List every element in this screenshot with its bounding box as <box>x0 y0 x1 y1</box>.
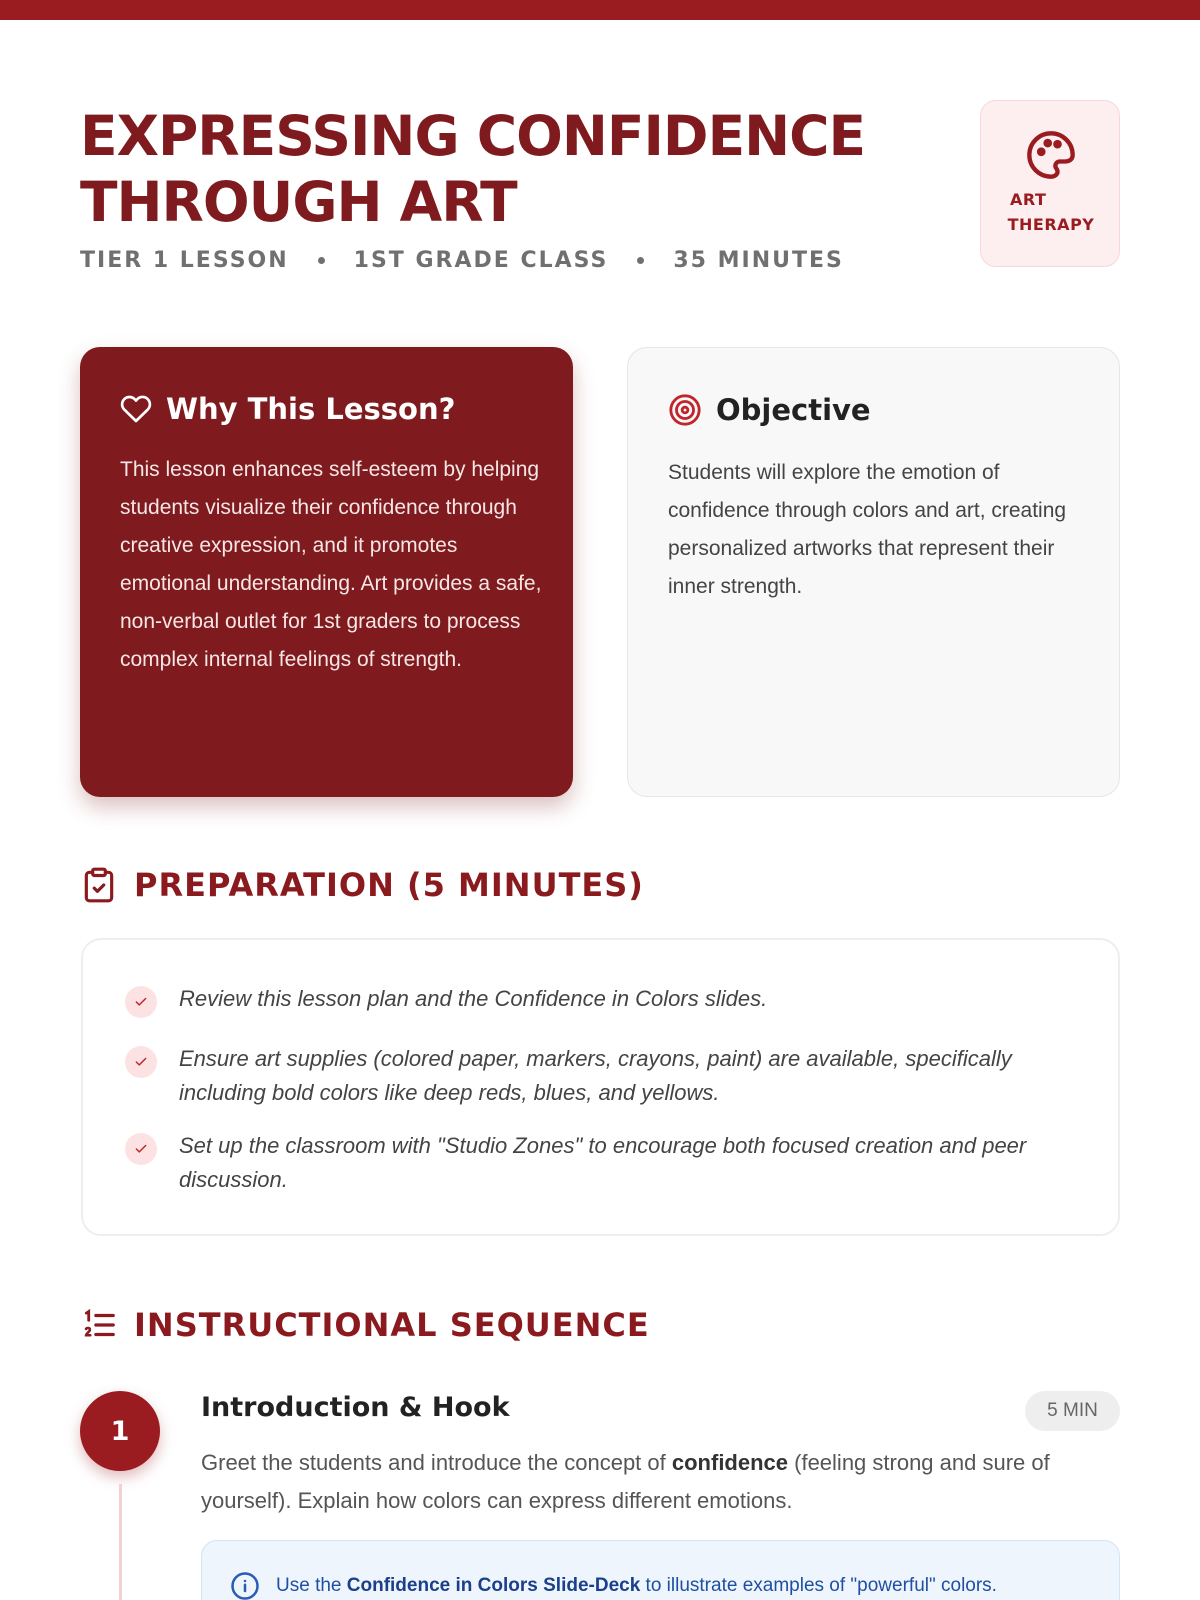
page-title <box>80 103 940 235</box>
preparation-title: PREPARATION (5 MINUTES) <box>134 866 644 904</box>
checklist-item <box>125 1129 1079 1197</box>
step-timeline-line <box>119 1484 122 1600</box>
step-description-text: (feeling strong and sure of yourself). Explain how colors can express different emotions. <box>201 1450 1050 1513</box>
separator-dot <box>318 257 325 264</box>
preparation-heading <box>80 865 644 905</box>
meta-tier: TIER 1 LESSON <box>80 248 289 273</box>
info-icon <box>230 1571 260 1600</box>
checklist-item-text: Set up the classroom with "Studio Zones" to encourage both focused creation and peer discussion. <box>179 1133 1027 1192</box>
badge-label <box>981 187 1121 237</box>
tip-text-part: to illustrate examples of "powerful" colors. <box>640 1575 997 1596</box>
lesson-meta <box>80 248 844 273</box>
why-card-body: This lesson enhances self-esteem by helping students visualize their confidence through creative expression, and it promotes emotional understanding. Art provides a safe, non-verbal outlet for 1st graders to process complex internal feelings of strength. <box>120 458 542 671</box>
objective-card-header <box>668 393 871 427</box>
step-title: Introduction & Hook <box>201 1392 510 1423</box>
target-icon <box>668 393 702 427</box>
page-title-line-2: THROUGH ART <box>80 170 517 234</box>
objective-card <box>627 347 1120 797</box>
instructional-sequence-heading <box>80 1306 650 1344</box>
step-description-text: Greet the students and introduce the concept of <box>201 1450 672 1475</box>
meta-duration: 35 MINUTES <box>673 248 844 273</box>
check-icon <box>125 986 157 1018</box>
why-card-header <box>120 392 455 426</box>
page-title-line-1: EXPRESSING CONFIDENCE <box>80 104 866 168</box>
preparation-checklist <box>81 938 1120 1236</box>
instructional-sequence-title: INSTRUCTIONAL SEQUENCE <box>134 1306 650 1344</box>
objective-card-body: Students will explore the emotion of confidence through colors and art, creating personalized artworks that represent their inner strength. <box>668 461 1067 598</box>
heart-icon <box>120 393 152 425</box>
why-card-title: Why This Lesson? <box>166 392 456 426</box>
check-icon <box>125 1046 157 1078</box>
palette-icon <box>1025 129 1077 181</box>
clipboard-check-icon <box>80 865 118 905</box>
objective-card-title: Objective <box>716 393 871 427</box>
step-number-badge: 1 <box>80 1391 160 1471</box>
step-tip-note <box>201 1540 1120 1600</box>
step-description <box>201 1444 1121 1520</box>
tip-row <box>230 1571 997 1600</box>
numbered-list-icon <box>80 1306 118 1344</box>
checklist-item-text: Review this lesson plan and the Confidence in Colors slides. <box>179 986 768 1011</box>
step-duration-badge: 5 MIN <box>1025 1391 1120 1431</box>
checklist-item <box>125 982 1079 1018</box>
badge-label-line-2: THERAPY <box>1007 215 1095 234</box>
tip-text <box>276 1575 997 1597</box>
step-description-keyword: confidence <box>671 1450 789 1475</box>
slide-deck-link[interactable]: Confidence in Colors Slide-Deck <box>346 1575 641 1596</box>
meta-grade: 1ST GRADE CLASS <box>353 248 609 273</box>
checklist-item-text: Ensure art supplies (colored paper, markers, crayons, paint) are available, specifically including bold colors like deep reds, blues, and yellows. <box>179 1046 1012 1105</box>
badge-label-line-1: ART <box>1010 190 1047 209</box>
separator-dot <box>637 257 644 264</box>
art-therapy-badge <box>980 100 1120 267</box>
tip-text-part: Use the <box>276 1575 347 1596</box>
why-this-lesson-card <box>80 347 573 797</box>
check-icon <box>125 1133 157 1165</box>
checklist-item <box>125 1042 1079 1110</box>
top-accent-bar <box>0 0 1200 20</box>
